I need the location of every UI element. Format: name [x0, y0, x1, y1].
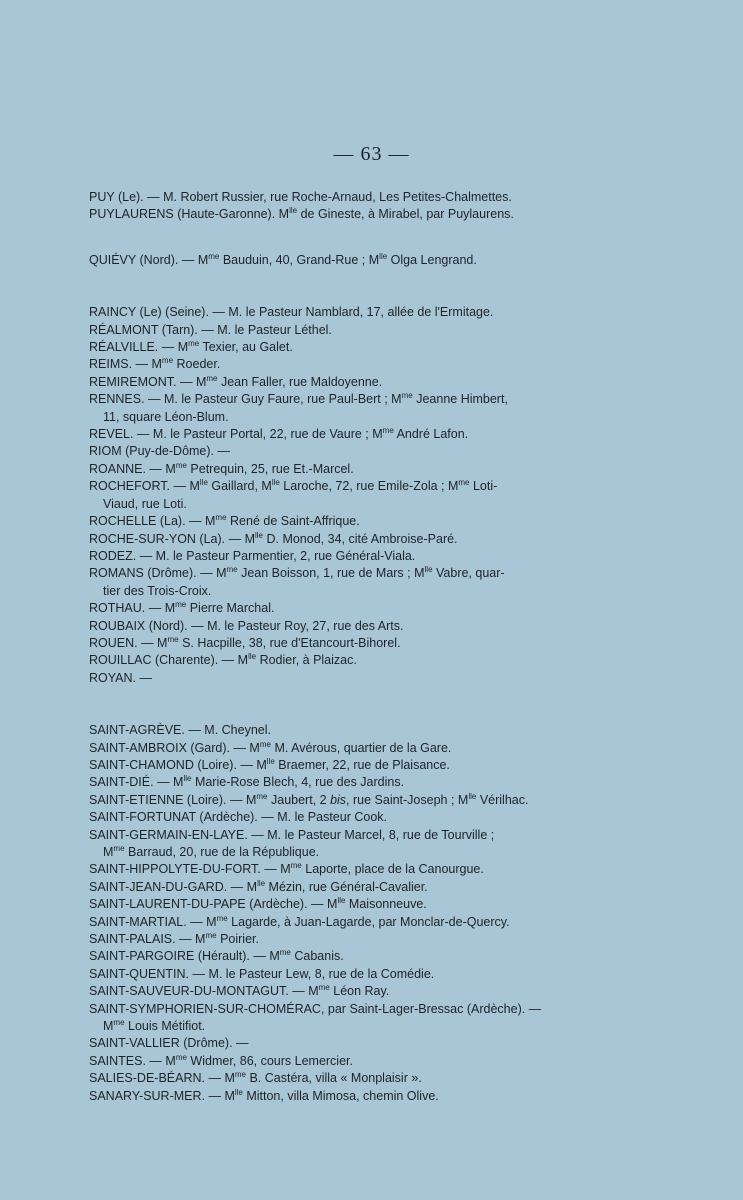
directory-entry: RAINCY (Le) (Seine). — M. le Pasteur Namblard, 17, allée de l'Ermitage. — [89, 305, 494, 320]
entry-continuation: $M^{me}$ Barraud, 20, rue de la République. — [103, 844, 320, 859]
directory-entry: QUIÉVY (Nord). — $M^{me}$ Bauduin, 40, Grand-Rue ; $M^{lle}$ Olga Lengrand. — [89, 251, 477, 267]
directory-entry: ROUILLAC (Charente). — $M^{lle}$ Rodier, à Plaizac. — [89, 652, 357, 668]
section-q — [89, 252, 624, 269]
directory-entry: SAINT-VALLIER (Drôme). — — [89, 1036, 249, 1051]
directory-entry: SAINT-LAURENT-DU-PAPE (Ardèche). — $M^{lle}$ Maisonneuve. — [89, 896, 427, 912]
page-number: — 63 — — [333, 143, 410, 165]
directory-entry: ROYAN. — — [89, 670, 152, 685]
directory-entry: ROMANS (Drôme). — $M^{me}$ Jean Boisson, 1, rue de Mars ; $M^{lle}$ Vabre, quar- tier des Trois-Croix. — [89, 565, 624, 600]
directory-entry: SAINTES. — $M^{me}$ Widmer, 86, cours Lemercier. — [89, 1052, 353, 1068]
directory-entry: SAINT-DIÉ. — $M^{lle}$ Marie-Rose Blech, 4, rue des Jardins. — [89, 774, 405, 790]
address-listing — [89, 189, 624, 1105]
directory-entry: ROTHAU. — $M^{me}$ Pierre Marchal. — [89, 600, 275, 616]
directory-entry: SAINT-ETIENNE (Loire). — $M^{me}$ Jaubert, 2 bis, rue Saint-Joseph ; $M^{lle}$ Vérilhac. — [89, 791, 529, 807]
directory-entry: SAINT-HIPPOLYTE-DU-FORT. — $M^{me}$ Laporte, place de la Canourgue. — [89, 861, 484, 877]
entry-continuation: 11, square Léon-Blum. — [103, 409, 229, 424]
directory-entry: ROCHE-SUR-YON (La). — $M^{lle}$ D. Monod, 34, cité Ambroise-Paré. — [89, 530, 458, 546]
directory-entry: ROCHEFORT. — $M^{lle}$ Gaillard, $M^{lle}$ Laroche, 72, rue Emile-Zola ; $M^{me}$ Loti- Viaud, rue Loti. — [89, 478, 624, 513]
directory-entry: PUY (Le). — M. Robert Russier, rue Roche-Arnaud, Les Petites-Chalmettes. — [89, 190, 512, 204]
section-r — [89, 304, 624, 687]
directory-entry: SAINT-GERMAIN-EN-LAYE. — M. le Pasteur Marcel, 8, rue de Tourville ; $M^{me}$ Barraud, 20, rue de la République. — [89, 827, 624, 862]
directory-entry: REVEL. — M. le Pasteur Portal, 22, rue de Vaure ; $M^{me}$ André Lafon. — [89, 426, 469, 442]
directory-entry: SALIES-DE-BÉARN. — $M^{me}$ B. Castéra, villa « Monplaisir ». — [89, 1070, 422, 1086]
directory-entry: SAINT-JEAN-DU-GARD. — $M^{lle}$ Mézin, rue Général-Cavalier. — [89, 878, 428, 894]
directory-entry: SAINT-PARGOIRE (Hérault). — $M^{me}$ Cabanis. — [89, 948, 344, 964]
directory-entry: REIMS. — $M^{me}$ Roeder. — [89, 356, 221, 372]
directory-entry: SAINT-AMBROIX (Gard). — $M^{me}$ M. Avérous, quartier de la Gare. — [89, 739, 452, 755]
directory-entry: SAINT-SAUVEUR-DU-MONTAGUT. — $M^{me}$ Léon Ray. — [89, 983, 390, 999]
directory-entry: RENNES. — M. le Pasteur Guy Faure, rue Paul-Bert ; $M^{me}$ Jeanne Himbert, 11, square Léon-Blum. — [89, 391, 624, 426]
directory-entry: ROUBAIX (Nord). — M. le Pasteur Roy, 27, rue des Arts. — [89, 618, 404, 633]
directory-entry: RÉALMONT (Tarn). — M. le Pasteur Léthel. — [89, 322, 332, 337]
directory-entry: SAINT-QUENTIN. — M. le Pasteur Lew, 8, rue de la Comédie. — [89, 966, 435, 981]
directory-entry: SAINT-MARTIAL. — $M^{me}$ Lagarde, à Juan-Lagarde, par Monclar-de-Quercy. — [89, 913, 510, 929]
directory-entry: RIOM (Puy-de-Dôme). — — [89, 444, 230, 459]
directory-entry: SAINT-AGRÈVE. — M. Cheynel. — [89, 723, 271, 738]
directory-entry: ROUEN. — $M^{me}$ S. Hacpille, 38, rue d'Etancourt-Bihorel. — [89, 634, 401, 650]
directory-entry: RODEZ. — M. le Pasteur Parmentier, 2, rue Général-Viala. — [89, 548, 416, 563]
directory-entry: ROANNE. — $M^{me}$ Petrequin, 25, rue Et.-Marcel. — [89, 460, 354, 476]
section-p — [89, 189, 624, 224]
directory-entry: SANARY-SUR-MER. — $M^{lle}$ Mitton, villa Mimosa, chemin Olive. — [89, 1087, 439, 1103]
directory-entry: SAINT-PALAIS. — $M^{me}$ Poirier. — [89, 931, 259, 947]
directory-entry: PUYLAURENS (Haute-Garonne). $M^{lle}$ de Gineste, à Mirabel, par Puylaurens. — [89, 206, 514, 222]
directory-entry: REMIREMONT. — $M^{me}$ Jean Faller, rue Maldoyenne. — [89, 373, 383, 389]
entry-continuation: Viaud, rue Loti. — [103, 496, 187, 511]
section-s — [89, 722, 624, 1105]
directory-entry: RÉALVILLE. — $M^{me}$ Texier, au Galet. — [89, 339, 293, 355]
directory-entry: ROCHELLE (La). — $M^{me}$ René de Saint-Affrique. — [89, 513, 360, 529]
directory-entry: SAINT-CHAMOND (Loire). — $M^{lle}$ Braemer, 22, rue de Plaisance. — [89, 756, 450, 772]
entry-continuation: $M^{me}$ Louis Métifiot. — [103, 1018, 206, 1034]
entry-continuation: tier des Trois-Croix. — [103, 583, 212, 598]
directory-entry: SAINT-SYMPHORIEN-SUR-CHOMÉRAC, par Saint-Lager-Bressac (Ardèche). — $M^{me}$ Louis Métifiot. — [89, 1001, 624, 1036]
directory-entry: SAINT-FORTUNAT (Ardèche). — M. le Pasteur Cook. — [89, 810, 387, 825]
